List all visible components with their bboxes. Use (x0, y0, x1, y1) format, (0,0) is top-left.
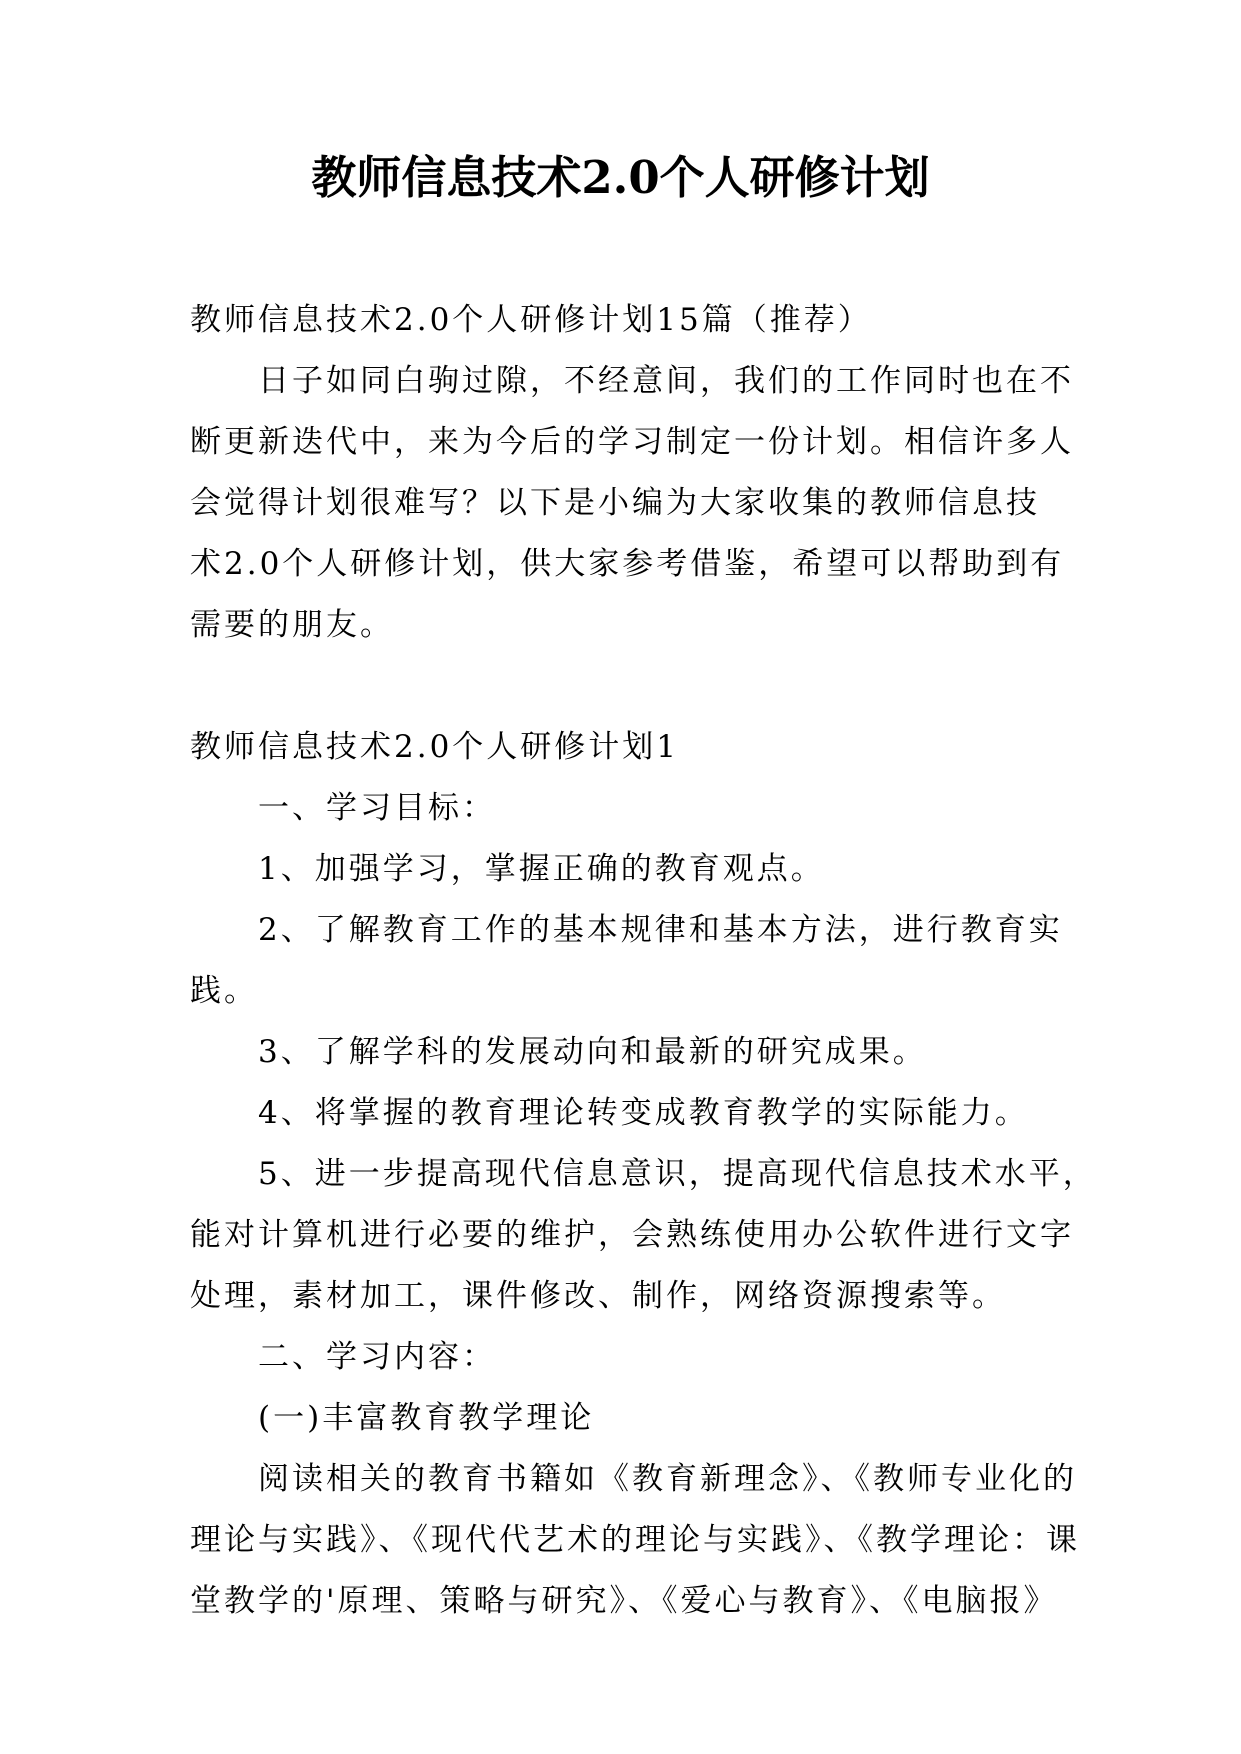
list-item-continuation: 处理，素材加工，课件修改、制作，网络资源搜索等。 (190, 1278, 1006, 1314)
list-item: 1、加强学习，掌握正确的教育观点。 (258, 851, 825, 887)
subtitle-line: 教师信息技术2.0个人研修计划15篇（推荐） (190, 302, 872, 338)
list-item-continuation: 能对计算机进行必要的维护，会熟练使用办公软件进行文字 (190, 1217, 1074, 1253)
paragraph-line: 阅读相关的教育书籍如《教育新理念》、《教师专业化的 (258, 1461, 1077, 1497)
paragraph-line: 需要的朋友。 (190, 607, 394, 643)
paragraph-line: 术2.0个人研修计划，供大家参考借鉴，希望可以帮助到有 (190, 546, 1065, 582)
section-heading: 教师信息技术2.0个人研修计划1 (190, 729, 680, 765)
list-item-continuation: 践。 (190, 973, 258, 1009)
paragraph-line: 会觉得计划很难写？以下是小编为大家收集的教师信息技 (190, 485, 1040, 521)
document-title: 教师信息技术2.0个人研修计划 (311, 151, 930, 204)
blank-line (190, 656, 1050, 717)
paragraph-line: 断更新迭代中，来为今后的学习制定一份计划。相信许多人 (190, 424, 1074, 460)
paragraph-line: 日子如同白驹过隙，不经意间，我们的工作同时也在不 (258, 363, 1074, 399)
list-item: 4、将掌握的教育理论转变成教育教学的实际能力。 (258, 1095, 1029, 1131)
list-item: 2、了解教育工作的基本规律和基本方法，进行教育实 (258, 912, 1063, 948)
paragraph-line: 堂教学的'原理、策略与研究》、《爱心与教育》、《电脑报》 (190, 1583, 1058, 1619)
list-item: 3、了解学科的发展动向和最新的研究成果。 (258, 1034, 927, 1070)
document-body (190, 290, 1097, 1632)
subsection-heading: 二、学习内容： (258, 1339, 496, 1375)
subsection-heading: (一)丰富教育教学理论 (258, 1400, 595, 1436)
list-item: 5、进一步提高现代信息意识，提高现代信息技术水平， (258, 1156, 1097, 1192)
subsection-heading: 一、学习目标： (258, 790, 496, 826)
paragraph-line: 理论与实践》、《现代代艺术的理论与实践》、《教学理论：课 (190, 1522, 1080, 1558)
